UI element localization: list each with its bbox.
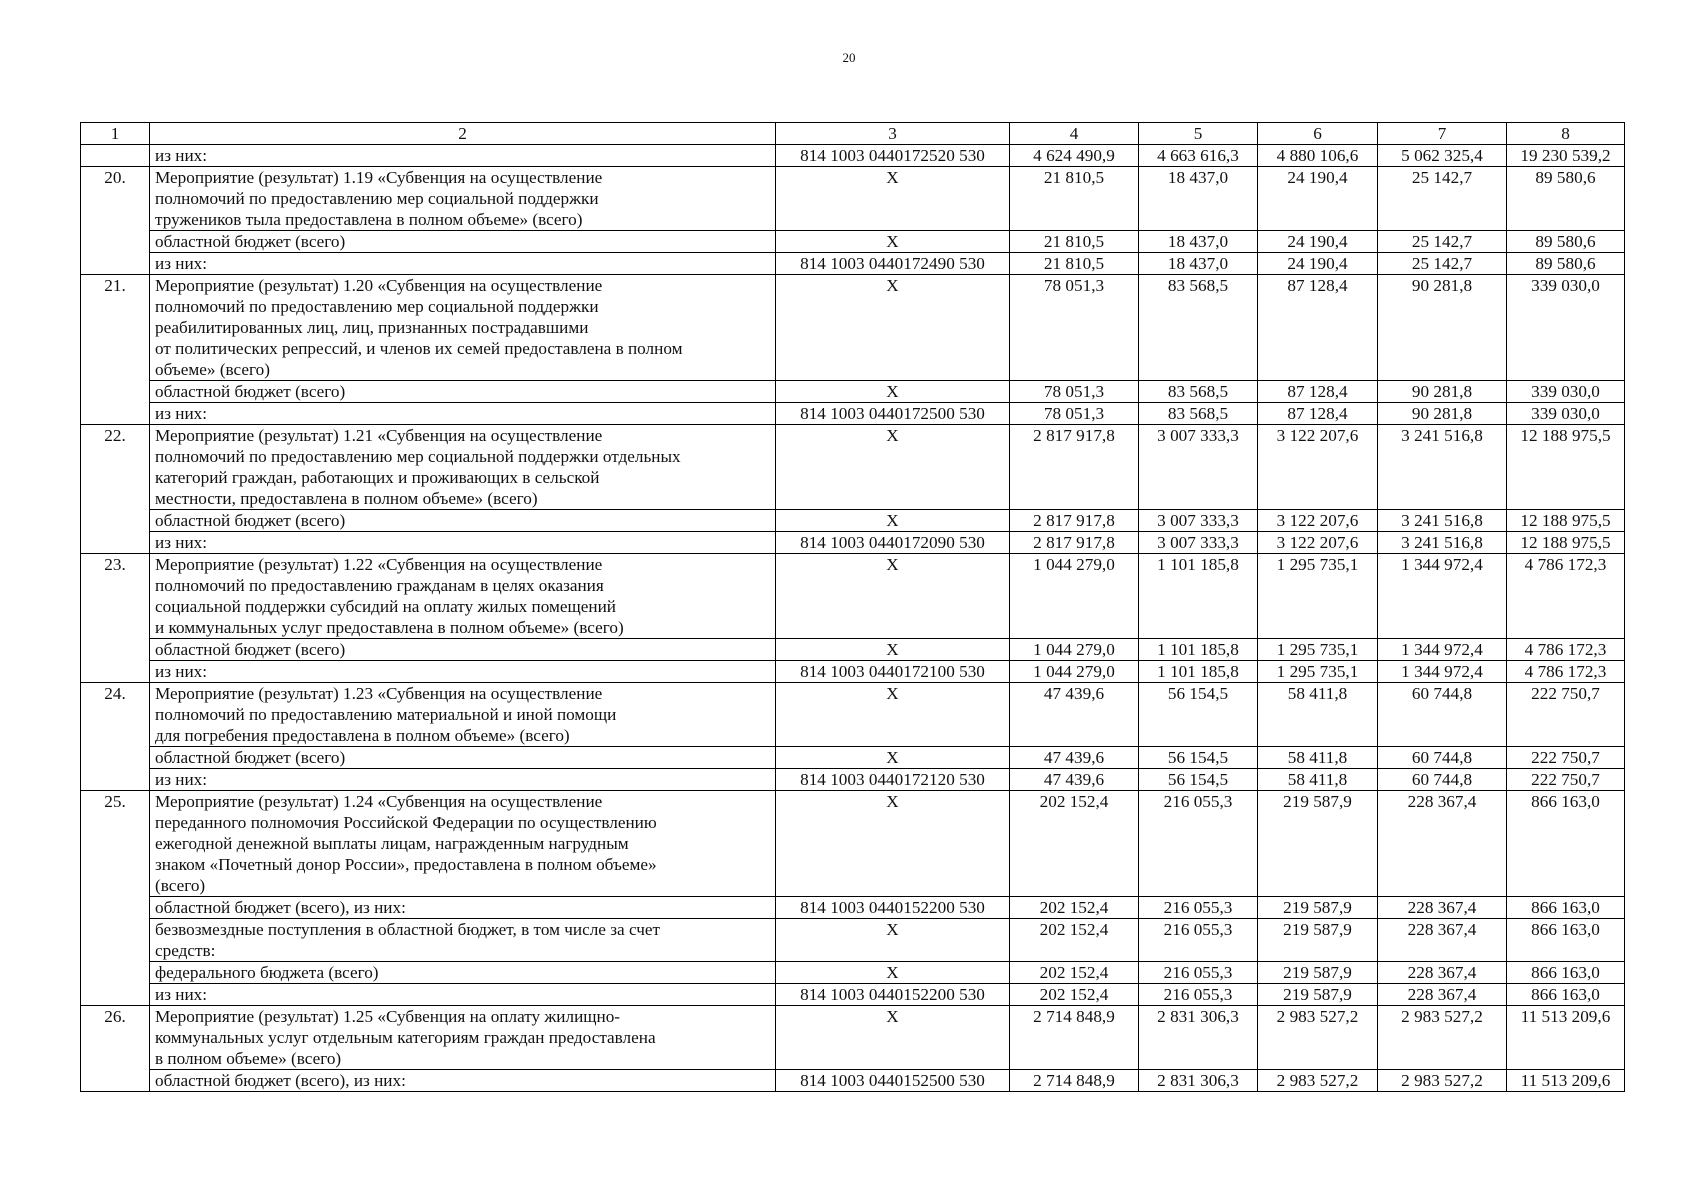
description-line: ежегодной денежной выплаты лицам, награжденным нагрудным: [155, 834, 629, 853]
row-description: [150, 962, 776, 984]
value-col-6: 219 587,9: [1258, 984, 1378, 1006]
row-number: 23.: [81, 554, 150, 683]
table-row: [81, 897, 1625, 919]
value-col-6: 24 190,4: [1258, 167, 1378, 231]
description-line: от политических репрессий, и членов их семей предоставлена в полном: [155, 339, 683, 358]
budget-code: 814 1003 0440172120 530: [776, 769, 1010, 791]
value-col-6: 24 190,4: [1258, 231, 1378, 253]
row-description: [150, 510, 776, 532]
budget-code: X: [776, 381, 1010, 403]
table-row: [81, 253, 1625, 275]
value-col-6: 1 295 735,1: [1258, 554, 1378, 639]
budget-code: X: [776, 747, 1010, 769]
budget-code: 814 1003 0440172520 530: [776, 145, 1010, 167]
budget-code: 814 1003 0440172090 530: [776, 532, 1010, 554]
value-col-7: 25 142,7: [1378, 167, 1507, 231]
value-col-6: 1 295 735,1: [1258, 639, 1378, 661]
value-col-8: 19 230 539,2: [1507, 145, 1625, 167]
header-cell: 3: [776, 123, 1010, 145]
row-number: 26.: [81, 1006, 150, 1092]
value-col-5: 2 831 306,3: [1139, 1006, 1258, 1070]
description-line: тружеников тыла предоставлена в полном объеме» (всего): [155, 210, 583, 229]
value-col-4: 47 439,6: [1010, 769, 1139, 791]
row-description: [150, 791, 776, 897]
value-col-8: 222 750,7: [1507, 683, 1625, 747]
value-col-5: 216 055,3: [1139, 919, 1258, 962]
description-line: полномочий по предоставлению материальной и иной помощи: [155, 705, 617, 724]
row-number: 20.: [81, 167, 150, 275]
value-col-4: 21 810,5: [1010, 253, 1139, 275]
budget-code: 814 1003 0440152500 530: [776, 1070, 1010, 1092]
value-col-8: 4 786 172,3: [1507, 639, 1625, 661]
value-col-7: 90 281,8: [1378, 275, 1507, 381]
value-col-7: 228 367,4: [1378, 897, 1507, 919]
value-col-7: 228 367,4: [1378, 919, 1507, 962]
row-description: [150, 639, 776, 661]
budget-code: X: [776, 554, 1010, 639]
row-description: [150, 683, 776, 747]
description-line: объеме» (всего): [155, 360, 270, 379]
value-col-6: 2 983 527,2: [1258, 1006, 1378, 1070]
value-col-5: 83 568,5: [1139, 275, 1258, 381]
table-row: [81, 145, 1625, 167]
table-row: [81, 510, 1625, 532]
budget-code: X: [776, 167, 1010, 231]
value-col-7: 60 744,8: [1378, 747, 1507, 769]
description-line: коммунальных услуг отдельным категориям граждан предоставлена: [155, 1028, 656, 1047]
table-row: [81, 683, 1625, 747]
value-col-4: 2 714 848,9: [1010, 1006, 1139, 1070]
value-col-4: 1 044 279,0: [1010, 554, 1139, 639]
table-row: [81, 791, 1625, 897]
value-col-4: 1 044 279,0: [1010, 661, 1139, 683]
table-row: [81, 769, 1625, 791]
row-description: [150, 167, 776, 231]
description-line: из них:: [155, 404, 208, 423]
description-line: знаком «Почетный донор России», предоставлена в полном объеме»: [155, 855, 657, 874]
value-col-5: 56 154,5: [1139, 683, 1258, 747]
description-line: из них:: [155, 985, 208, 1004]
value-col-8: 89 580,6: [1507, 167, 1625, 231]
budget-code: X: [776, 683, 1010, 747]
table-row: [81, 984, 1625, 1006]
value-col-6: 219 587,9: [1258, 897, 1378, 919]
value-col-6: 3 122 207,6: [1258, 510, 1378, 532]
description-line: областной бюджет (всего): [155, 232, 346, 251]
row-number: 22.: [81, 425, 150, 554]
value-col-5: 56 154,5: [1139, 747, 1258, 769]
table-row: [81, 532, 1625, 554]
value-col-4: 21 810,5: [1010, 167, 1139, 231]
description-line: областной бюджет (всего), из них:: [155, 898, 406, 917]
description-line: полномочий по предоставлению мер социальной поддержки: [155, 189, 599, 208]
value-col-5: 1 101 185,8: [1139, 661, 1258, 683]
description-line: из них:: [155, 770, 208, 789]
table-row: [81, 747, 1625, 769]
value-col-4: 47 439,6: [1010, 747, 1139, 769]
table-row: [81, 381, 1625, 403]
value-col-6: 3 122 207,6: [1258, 532, 1378, 554]
description-line: безвозмездные поступления в областной бюджет, в том числе за счет: [155, 920, 661, 939]
value-col-7: 5 062 325,4: [1378, 145, 1507, 167]
value-col-6: 4 880 106,6: [1258, 145, 1378, 167]
value-col-6: 58 411,8: [1258, 747, 1378, 769]
description-line: категорий граждан, работающих и проживающих в сельской: [155, 468, 600, 487]
description-line: из них:: [155, 146, 208, 165]
value-col-5: 3 007 333,3: [1139, 425, 1258, 510]
value-col-4: 202 152,4: [1010, 919, 1139, 962]
value-col-7: 25 142,7: [1378, 231, 1507, 253]
description-line: реабилитированных лиц, лиц, признанных пострадавшими: [155, 318, 589, 337]
description-line: Мероприятие (результат) 1.19 «Субвенция на осуществление: [155, 168, 603, 187]
table-row: [81, 1006, 1625, 1070]
row-number: 24.: [81, 683, 150, 791]
description-line: переданного полномочия Российской Федерации по осуществлению: [155, 813, 657, 832]
table-row: [81, 962, 1625, 984]
value-col-6: 87 128,4: [1258, 381, 1378, 403]
value-col-5: 216 055,3: [1139, 962, 1258, 984]
description-line: Мероприятие (результат) 1.21 «Субвенция на осуществление: [155, 426, 603, 445]
value-col-5: 216 055,3: [1139, 897, 1258, 919]
value-col-8: 339 030,0: [1507, 381, 1625, 403]
value-col-6: 87 128,4: [1258, 275, 1378, 381]
value-col-4: 78 051,3: [1010, 381, 1139, 403]
description-line: социальной поддержки субсидий на оплату жилых помещений: [155, 597, 616, 616]
row-number: 25.: [81, 791, 150, 1006]
value-col-6: 24 190,4: [1258, 253, 1378, 275]
row-description: [150, 425, 776, 510]
budget-code: X: [776, 639, 1010, 661]
value-col-6: 3 122 207,6: [1258, 425, 1378, 510]
budget-code: X: [776, 275, 1010, 381]
value-col-7: 3 241 516,8: [1378, 532, 1507, 554]
header-cell: 4: [1010, 123, 1139, 145]
value-col-8: 4 786 172,3: [1507, 554, 1625, 639]
description-line: в полном объеме» (всего): [155, 1049, 342, 1068]
value-col-4: 2 714 848,9: [1010, 1070, 1139, 1092]
value-col-7: 2 983 527,2: [1378, 1070, 1507, 1092]
description-line: Мероприятие (результат) 1.25 «Субвенция на оплату жилищно-: [155, 1007, 621, 1026]
value-col-8: 89 580,6: [1507, 231, 1625, 253]
row-description: [150, 253, 776, 275]
value-col-4: 2 817 917,8: [1010, 425, 1139, 510]
value-col-7: 60 744,8: [1378, 683, 1507, 747]
description-line: местности, предоставлена в полном объеме» (всего): [155, 489, 538, 508]
description-line: полномочий по предоставлению мер социальной поддержки отдельных: [155, 447, 681, 466]
description-line: областной бюджет (всего): [155, 640, 346, 659]
value-col-7: 1 344 972,4: [1378, 554, 1507, 639]
description-line: и коммунальных услуг предоставлена в полном объеме» (всего): [155, 618, 624, 637]
table-row: [81, 639, 1625, 661]
value-col-5: 216 055,3: [1139, 984, 1258, 1006]
value-col-8: 866 163,0: [1507, 897, 1625, 919]
table-row: [81, 661, 1625, 683]
header-row: [81, 123, 1625, 145]
value-col-4: 1 044 279,0: [1010, 639, 1139, 661]
value-col-4: 202 152,4: [1010, 984, 1139, 1006]
value-col-6: 87 128,4: [1258, 403, 1378, 425]
row-number: [81, 145, 150, 167]
value-col-7: 228 367,4: [1378, 984, 1507, 1006]
value-col-8: 4 786 172,3: [1507, 661, 1625, 683]
value-col-4: 202 152,4: [1010, 897, 1139, 919]
budget-table: [80, 122, 1625, 1092]
value-col-8: 866 163,0: [1507, 962, 1625, 984]
row-description: [150, 661, 776, 683]
row-description: [150, 897, 776, 919]
table-row: [81, 275, 1625, 381]
value-col-6: 58 411,8: [1258, 683, 1378, 747]
budget-code: X: [776, 791, 1010, 897]
value-col-8: 222 750,7: [1507, 769, 1625, 791]
value-col-6: 2 983 527,2: [1258, 1070, 1378, 1092]
row-description: [150, 532, 776, 554]
description-line: для погребения предоставлена в полном объеме» (всего): [155, 726, 570, 745]
value-col-7: 1 344 972,4: [1378, 661, 1507, 683]
description-line: областной бюджет (всего): [155, 748, 346, 767]
value-col-8: 12 188 975,5: [1507, 532, 1625, 554]
value-col-5: 3 007 333,3: [1139, 510, 1258, 532]
header-cell: 8: [1507, 123, 1625, 145]
value-col-8: 222 750,7: [1507, 747, 1625, 769]
row-description: [150, 403, 776, 425]
row-description: [150, 381, 776, 403]
value-col-5: 83 568,5: [1139, 403, 1258, 425]
value-col-4: 2 817 917,8: [1010, 510, 1139, 532]
value-col-4: 202 152,4: [1010, 962, 1139, 984]
table-row: [81, 231, 1625, 253]
value-col-7: 1 344 972,4: [1378, 639, 1507, 661]
value-col-7: 228 367,4: [1378, 791, 1507, 897]
value-col-6: 1 295 735,1: [1258, 661, 1378, 683]
description-line: Мероприятие (результат) 1.20 «Субвенция на осуществление: [155, 276, 603, 295]
value-col-8: 11 513 209,6: [1507, 1006, 1625, 1070]
description-line: областной бюджет (всего): [155, 382, 346, 401]
row-description: [150, 554, 776, 639]
value-col-5: 3 007 333,3: [1139, 532, 1258, 554]
row-description: [150, 1070, 776, 1092]
budget-code: 814 1003 0440152200 530: [776, 984, 1010, 1006]
value-col-4: 47 439,6: [1010, 683, 1139, 747]
row-description: [150, 984, 776, 1006]
row-description: [150, 231, 776, 253]
value-col-5: 83 568,5: [1139, 381, 1258, 403]
header-cell: 2: [150, 123, 776, 145]
description-line: Мероприятие (результат) 1.23 «Субвенция на осуществление: [155, 684, 603, 703]
value-col-4: 4 624 490,9: [1010, 145, 1139, 167]
budget-code: 814 1003 0440172500 530: [776, 403, 1010, 425]
description-line: из них:: [155, 254, 208, 273]
row-description: [150, 275, 776, 381]
value-col-5: 1 101 185,8: [1139, 639, 1258, 661]
description-line: полномочий по предоставлению мер социальной поддержки: [155, 297, 599, 316]
value-col-4: 21 810,5: [1010, 231, 1139, 253]
description-line: Мероприятие (результат) 1.22 «Субвенция на осуществление: [155, 555, 603, 574]
value-col-6: 58 411,8: [1258, 769, 1378, 791]
value-col-7: 228 367,4: [1378, 962, 1507, 984]
value-col-4: 78 051,3: [1010, 403, 1139, 425]
value-col-5: 4 663 616,3: [1139, 145, 1258, 167]
description-line: полномочий по предоставлению гражданам в целях оказания: [155, 576, 604, 595]
budget-code: X: [776, 919, 1010, 962]
budget-code: X: [776, 962, 1010, 984]
value-col-4: 78 051,3: [1010, 275, 1139, 381]
table-row: [81, 554, 1625, 639]
budget-code: X: [776, 231, 1010, 253]
budget-code: 814 1003 0440172490 530: [776, 253, 1010, 275]
value-col-8: 12 188 975,5: [1507, 510, 1625, 532]
value-col-7: 25 142,7: [1378, 253, 1507, 275]
value-col-7: 90 281,8: [1378, 381, 1507, 403]
row-description: [150, 919, 776, 962]
header-cell: 5: [1139, 123, 1258, 145]
value-col-6: 219 587,9: [1258, 962, 1378, 984]
description-line: из них:: [155, 662, 208, 681]
description-line: Мероприятие (результат) 1.24 «Субвенция на осуществление: [155, 792, 603, 811]
value-col-8: 866 163,0: [1507, 984, 1625, 1006]
budget-code: 814 1003 0440152200 530: [776, 897, 1010, 919]
value-col-5: 56 154,5: [1139, 769, 1258, 791]
budget-code: X: [776, 425, 1010, 510]
value-col-5: 1 101 185,8: [1139, 554, 1258, 639]
value-col-5: 18 437,0: [1139, 167, 1258, 231]
page-number: 20: [842, 50, 856, 65]
description-line: областной бюджет (всего): [155, 511, 346, 530]
value-col-8: 866 163,0: [1507, 919, 1625, 962]
value-col-5: 18 437,0: [1139, 231, 1258, 253]
value-col-7: 60 744,8: [1378, 769, 1507, 791]
table-row: [81, 919, 1625, 962]
description-line: (всего): [155, 876, 206, 895]
value-col-4: 202 152,4: [1010, 791, 1139, 897]
table-row: [81, 425, 1625, 510]
table-body: [81, 123, 1625, 1092]
value-col-8: 12 188 975,5: [1507, 425, 1625, 510]
table-row: [81, 167, 1625, 231]
description-line: из них:: [155, 533, 208, 552]
value-col-5: 18 437,0: [1139, 253, 1258, 275]
row-description: [150, 769, 776, 791]
value-col-7: 2 983 527,2: [1378, 1006, 1507, 1070]
value-col-6: 219 587,9: [1258, 919, 1378, 962]
budget-code: 814 1003 0440172100 530: [776, 661, 1010, 683]
header-cell: 7: [1378, 123, 1507, 145]
table-row: [81, 403, 1625, 425]
description-line: средств:: [155, 941, 216, 960]
description-line: федерального бюджета (всего): [155, 963, 379, 982]
header-cell: 1: [81, 123, 150, 145]
value-col-8: 11 513 209,6: [1507, 1070, 1625, 1092]
description-line: областной бюджет (всего), из них:: [155, 1071, 406, 1090]
value-col-8: 866 163,0: [1507, 791, 1625, 897]
table-row: [81, 1070, 1625, 1092]
row-description: [150, 1006, 776, 1070]
header-cell: 6: [1258, 123, 1378, 145]
value-col-5: 216 055,3: [1139, 791, 1258, 897]
value-col-7: 3 241 516,8: [1378, 425, 1507, 510]
budget-code: X: [776, 510, 1010, 532]
value-col-6: 219 587,9: [1258, 791, 1378, 897]
value-col-5: 2 831 306,3: [1139, 1070, 1258, 1092]
row-description: [150, 145, 776, 167]
row-number: 21.: [81, 275, 150, 425]
row-description: [150, 747, 776, 769]
value-col-8: 339 030,0: [1507, 275, 1625, 381]
value-col-4: 2 817 917,8: [1010, 532, 1139, 554]
budget-code: X: [776, 1006, 1010, 1070]
value-col-7: 90 281,8: [1378, 403, 1507, 425]
value-col-8: 89 580,6: [1507, 253, 1625, 275]
value-col-7: 3 241 516,8: [1378, 510, 1507, 532]
value-col-8: 339 030,0: [1507, 403, 1625, 425]
